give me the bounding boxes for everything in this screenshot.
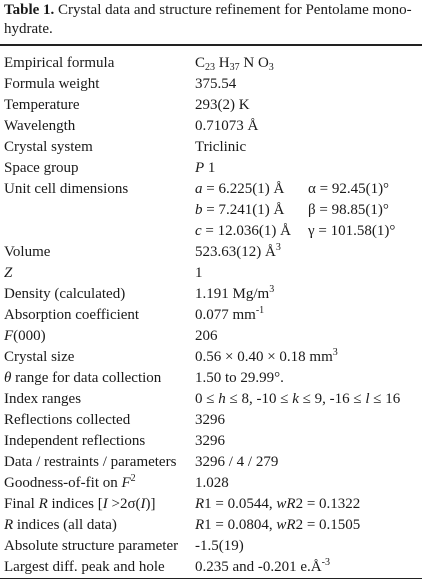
row-label: Wavelength — [4, 118, 76, 134]
row-value: 1.028 — [195, 475, 229, 491]
row-value: 3296 — [195, 433, 225, 449]
row-space-group — [0, 158, 422, 179]
row-label: Final R indices [I >2σ(I)] — [4, 496, 156, 512]
row-unit-cell-c — [0, 221, 422, 242]
cell-beta-value: β = 98.85(1)° — [308, 202, 389, 218]
absorption-value: 0.077 $mm^{-1}$ — [195, 305, 265, 323]
row-absorption — [0, 305, 422, 326]
row-label: Empirical formula — [4, 55, 115, 71]
r-all-value: R1 = 0.0804, wR2 = 0.1505 — [195, 517, 361, 533]
row-label: Density (calculated) — [4, 286, 126, 302]
row-f000 — [0, 326, 422, 347]
row-data-restraints — [0, 452, 422, 473]
row-crystal-system — [0, 137, 422, 158]
row-goodness-of-fit — [0, 473, 422, 494]
row-crystal-size — [0, 347, 422, 368]
row-label: Largest diff. peak and hole — [4, 559, 165, 575]
row-unit-cell-a — [0, 179, 422, 200]
cell-alpha-value: α = 92.45(1)° — [308, 181, 390, 197]
row-label: Crystal size — [4, 349, 75, 365]
cell-b-value: b = 7.241(1) Å — [195, 202, 285, 218]
row-label: θ range for data collection — [4, 370, 162, 386]
row-label: Space group — [4, 160, 79, 176]
row-label: Unit cell dimensions — [4, 181, 129, 197]
row-value: 1.50 to 29.99°. — [195, 370, 284, 386]
row-value: 3296 / 4 / 279 — [195, 454, 279, 470]
row-value: 3296 — [195, 412, 225, 428]
empirical-formula-value: $C_{23}$ $H_{37}$ N $O_3$ — [195, 55, 274, 73]
row-value: -1.5(19) — [195, 538, 244, 554]
space-group-value: P 1 — [195, 160, 216, 176]
bottom-rule — [0, 578, 422, 579]
cell-c-value: c = 12.036(1) Å — [195, 223, 291, 239]
row-empirical-formula — [0, 53, 422, 74]
row-absolute-structure — [0, 536, 422, 557]
row-label: Temperature — [4, 97, 80, 113]
top-rule — [0, 44, 422, 46]
row-label: Volume — [4, 244, 51, 260]
cell-a-value: a = 6.225(1) Å — [195, 181, 285, 197]
row-label: Index ranges — [4, 391, 82, 407]
largest-diff-value: 0.235 and -0.201 $e.Å^{-3}$ — [195, 557, 330, 575]
row-label: Independent reflections — [4, 433, 146, 449]
row-wavelength — [0, 116, 422, 137]
row-formula-weight — [0, 74, 422, 95]
row-value: 0.71073 Å — [195, 118, 259, 134]
row-label: Goodness-of-fit on $F^2$ — [4, 473, 136, 491]
final-r-value: R1 = 0.0544, wR2 = 0.1322 — [195, 496, 361, 512]
row-final-r — [0, 494, 422, 515]
row-density — [0, 284, 422, 305]
row-largest-diff — [0, 557, 422, 578]
row-label: Data / restraints / parameters — [4, 454, 177, 470]
row-value: Triclinic — [195, 139, 247, 155]
row-label: R indices (all data) — [4, 517, 117, 533]
row-label: Z — [4, 265, 13, 281]
row-unit-cell-b — [0, 200, 422, 221]
row-theta-range — [0, 368, 422, 389]
row-z — [0, 263, 422, 284]
row-volume — [0, 242, 422, 263]
row-independent-reflections — [0, 431, 422, 452]
index-ranges-value: 0 ≤ h ≤ 8, -10 ≤ k ≤ 9, -16 ≤ l ≤ 16 — [195, 391, 401, 407]
table-label: Table 1. — [4, 2, 55, 18]
row-label: Absolute structure parameter — [4, 538, 179, 554]
row-value: 375.54 — [195, 76, 237, 92]
row-label: Formula weight — [4, 76, 100, 92]
row-index-ranges — [0, 389, 422, 410]
row-reflections-collected — [0, 410, 422, 431]
row-label: Reflections collected — [4, 412, 131, 428]
table-caption — [4, 1, 418, 39]
row-value: 293(2) K — [195, 97, 250, 113]
table-title: Crystal data and structure refinement for Pentolame mono-hydrate. — [4, 2, 412, 37]
row-label: F(000) — [4, 328, 46, 344]
density-value: 1.191 $Mg/m^3$ — [195, 284, 275, 302]
crystal-size-value: 0.56 × 0.40 × 0.18 $mm^3$ — [195, 347, 338, 365]
row-temperature — [0, 95, 422, 116]
row-label: Absorption coefficient — [4, 307, 140, 323]
row-r-all — [0, 515, 422, 536]
row-label: Crystal system — [4, 139, 93, 155]
row-value: 1 — [195, 265, 203, 281]
volume-value: 523.63(12) $Å^3$ — [195, 242, 281, 260]
cell-gamma-value: γ = 101.58(1)° — [308, 223, 396, 239]
row-value: 206 — [195, 328, 218, 344]
